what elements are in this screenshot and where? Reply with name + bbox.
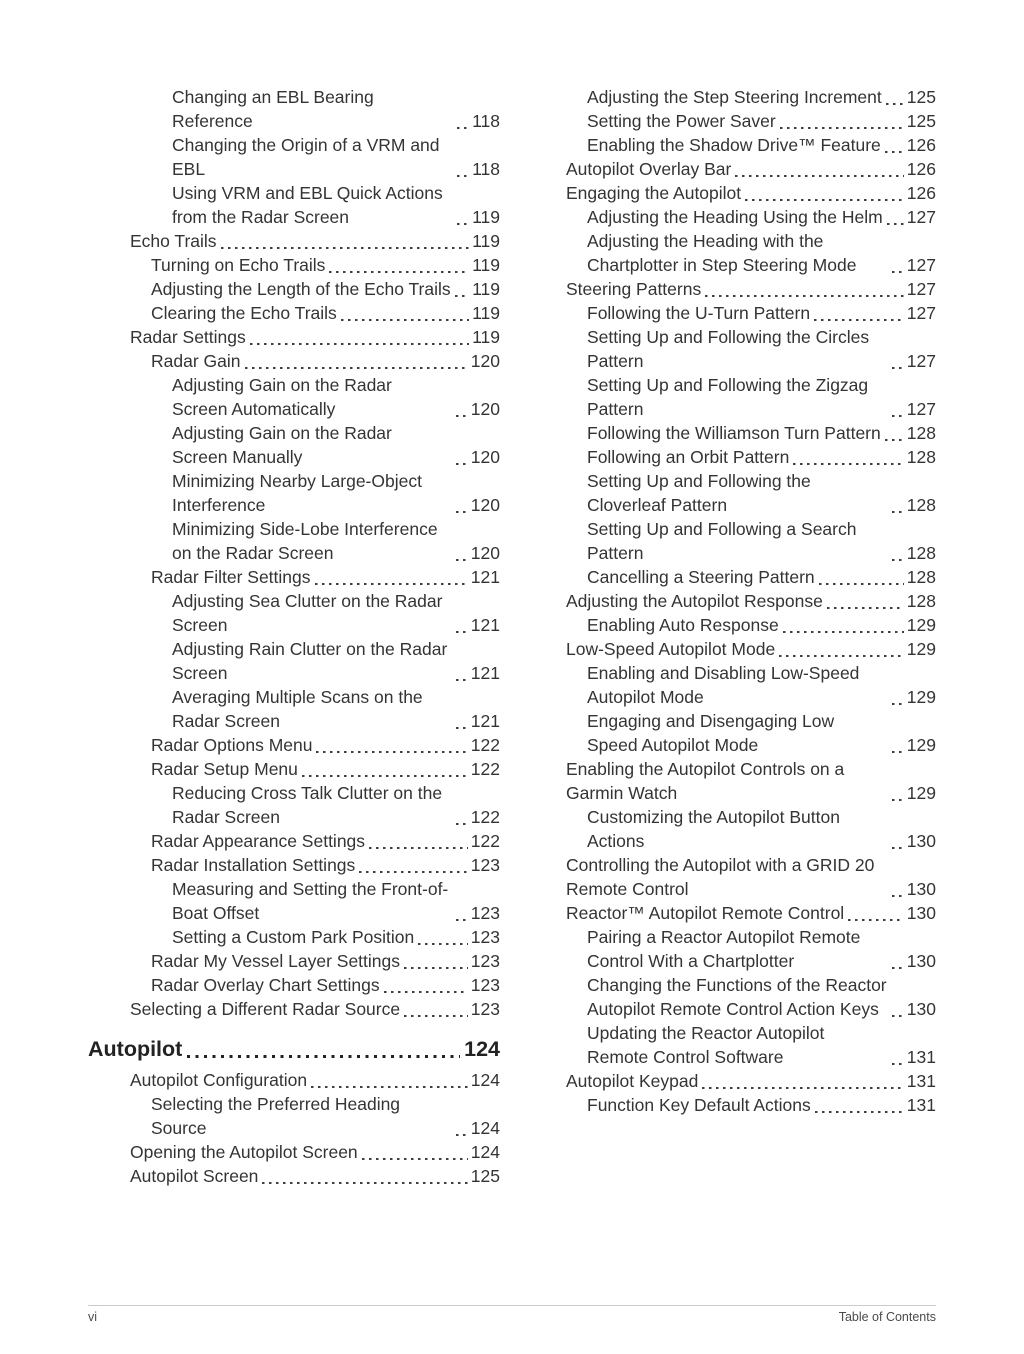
toc-entry-page: 127 bbox=[906, 351, 936, 371]
toc-entry-title: Enabling the Shadow Drive™ Feature bbox=[587, 135, 881, 155]
dot-leader bbox=[892, 703, 904, 706]
toc-entry-title: Low-Speed Autopilot Mode bbox=[566, 639, 776, 659]
toc-entry[interactable] bbox=[172, 517, 500, 565]
dot-leader bbox=[456, 631, 468, 634]
toc-entry[interactable] bbox=[172, 685, 500, 733]
dot-leader bbox=[885, 151, 904, 154]
toc-entry-page: 122 bbox=[470, 759, 500, 779]
toc-entry-page: 123 bbox=[470, 975, 500, 995]
toc-entry-title: Clearing the Echo Trails bbox=[151, 303, 337, 323]
dot-leader bbox=[892, 799, 904, 802]
toc-entry-page: 124 bbox=[470, 1142, 500, 1162]
toc-entry[interactable] bbox=[151, 1092, 500, 1140]
toc-entry-page: 128 bbox=[906, 543, 936, 563]
footer-divider bbox=[88, 1305, 936, 1306]
dot-leader bbox=[779, 655, 904, 658]
toc-entry[interactable] bbox=[151, 253, 500, 277]
toc-entry-title: Radar Appearance Settings bbox=[151, 831, 366, 851]
toc-entry-title: Adjusting Gain on the Radar Screen Automatically bbox=[172, 375, 392, 419]
toc-entry-title: Autopilot Screen bbox=[130, 1166, 259, 1186]
toc-columns bbox=[88, 85, 936, 1188]
dot-leader bbox=[827, 607, 904, 610]
dot-leader bbox=[341, 319, 469, 322]
toc-entry[interactable] bbox=[566, 277, 936, 301]
dot-leader bbox=[455, 295, 469, 298]
toc-entry[interactable] bbox=[587, 421, 936, 445]
toc-entry[interactable] bbox=[151, 349, 500, 373]
toc-entry-title: Radar Filter Settings bbox=[151, 567, 311, 587]
toc-entry[interactable] bbox=[130, 997, 500, 1021]
toc-entry[interactable] bbox=[172, 181, 500, 229]
dot-leader bbox=[457, 223, 469, 226]
toc-entry[interactable] bbox=[172, 133, 500, 181]
toc-entry-page: 123 bbox=[470, 999, 500, 1019]
toc-entry-title: Autopilot Overlay Bar bbox=[566, 159, 732, 179]
toc-entry-page: 123 bbox=[470, 927, 500, 947]
toc-entry-page: 119 bbox=[472, 303, 500, 323]
toc-entry-page: 119 bbox=[472, 231, 500, 251]
dot-leader bbox=[735, 175, 903, 178]
toc-entry-title: Adjusting Sea Clutter on the Radar Screen bbox=[172, 591, 443, 635]
dot-leader bbox=[456, 727, 468, 730]
toc-entry-title: Setting Up and Following the Zigzag Pattern bbox=[587, 375, 869, 419]
toc-entry-title: Following an Orbit Pattern bbox=[587, 447, 790, 467]
toc-entry-page: 121 bbox=[470, 567, 500, 587]
toc-entry[interactable] bbox=[172, 85, 500, 133]
toc-entry-page: 124 bbox=[470, 1118, 500, 1138]
toc-entry[interactable] bbox=[587, 85, 936, 109]
toc-entry-page: 129 bbox=[906, 639, 936, 659]
toc-entry-page: 129 bbox=[906, 687, 936, 707]
toc-entry[interactable] bbox=[172, 877, 500, 925]
toc-entry-page: 127 bbox=[906, 399, 936, 419]
toc-entry-title: Changing the Functions of the Reactor Autopilot Remote Control Action Keys bbox=[587, 975, 887, 1019]
toc-entry-page: 118 bbox=[472, 159, 500, 179]
dot-leader bbox=[245, 367, 468, 370]
toc-entry[interactable] bbox=[587, 133, 936, 157]
page-footer bbox=[88, 1310, 936, 1324]
toc-entry-title: Setting Up and Following the Circles Pattern bbox=[587, 327, 870, 371]
dot-leader bbox=[814, 319, 904, 322]
toc-entry-page: 124 bbox=[470, 1070, 500, 1090]
dot-leader bbox=[456, 415, 468, 418]
toc-entry-page: 127 bbox=[906, 279, 936, 299]
toc-entry-title: Adjusting Rain Clutter on the Radar Screen bbox=[172, 639, 448, 683]
dot-leader bbox=[745, 199, 904, 202]
dot-leader bbox=[886, 103, 904, 106]
toc-entry-page: 118 bbox=[472, 111, 500, 131]
dot-leader bbox=[302, 775, 468, 778]
toc-entry[interactable] bbox=[587, 109, 936, 133]
toc-entry-page: 131 bbox=[906, 1071, 936, 1091]
dot-leader bbox=[892, 415, 904, 418]
toc-entry[interactable] bbox=[587, 709, 936, 757]
toc-entry-page: 131 bbox=[906, 1095, 936, 1115]
toc-entry-page: 130 bbox=[906, 999, 936, 1019]
toc-entry-page: 120 bbox=[470, 447, 500, 467]
toc-entry[interactable] bbox=[130, 325, 500, 349]
toc-entry[interactable] bbox=[587, 229, 936, 277]
toc-entry-title: Adjusting the Length of the Echo Trails bbox=[151, 279, 451, 299]
dot-leader bbox=[887, 223, 904, 226]
dot-leader bbox=[404, 967, 468, 970]
toc-entry-title: Averaging Multiple Scans on the Radar Screen bbox=[172, 687, 423, 731]
toc-entry[interactable] bbox=[130, 1068, 500, 1092]
toc-entry-page: 122 bbox=[470, 807, 500, 827]
toc-entry-title: Adjusting the Heading with the Chartplotter in Step Steering Mode bbox=[587, 231, 857, 275]
dot-leader bbox=[456, 559, 468, 562]
footer-page-number: vi bbox=[88, 1310, 98, 1324]
toc-entry[interactable] bbox=[566, 1069, 936, 1093]
toc-column-left bbox=[88, 85, 500, 1188]
dot-leader bbox=[780, 127, 904, 130]
toc-entry[interactable] bbox=[151, 733, 500, 757]
toc-entry-page: 119 bbox=[472, 279, 500, 299]
toc-entry[interactable] bbox=[566, 157, 936, 181]
toc-entry-page: 130 bbox=[906, 951, 936, 971]
toc-column-right bbox=[524, 85, 936, 1188]
toc-entry[interactable] bbox=[566, 757, 936, 805]
dot-leader bbox=[456, 919, 468, 922]
toc-entry-title: Adjusting the Step Steering Increment bbox=[587, 87, 882, 107]
toc-entry-title: Controlling the Autopilot with a GRID 20 Remote Control bbox=[566, 855, 875, 899]
toc-entry[interactable] bbox=[172, 925, 500, 949]
toc-entry[interactable] bbox=[587, 445, 936, 469]
toc-entry-page: 127 bbox=[906, 255, 936, 275]
toc-entry-page: 126 bbox=[906, 159, 936, 179]
toc-entry-page: 119 bbox=[472, 255, 500, 275]
toc-section-heading[interactable] bbox=[88, 1036, 500, 1063]
toc-entry[interactable] bbox=[151, 301, 500, 325]
toc-entry-title: Adjusting the Autopilot Response bbox=[566, 591, 823, 611]
toc-entry[interactable] bbox=[587, 925, 936, 973]
toc-entry-title: Radar Overlay Chart Settings bbox=[151, 975, 380, 995]
toc-entry-page: 126 bbox=[906, 135, 936, 155]
dot-leader bbox=[892, 271, 904, 274]
toc-entry-title: Setting the Power Saver bbox=[587, 111, 776, 131]
dot-leader bbox=[369, 847, 468, 850]
dot-leader bbox=[819, 583, 904, 586]
toc-entry-page: 128 bbox=[906, 447, 936, 467]
toc-entry[interactable] bbox=[172, 469, 500, 517]
toc-entry[interactable] bbox=[587, 205, 936, 229]
toc-entry-title: Minimizing Side-Lobe Interference on the Radar Screen bbox=[172, 519, 438, 563]
dot-leader bbox=[315, 583, 468, 586]
dot-leader bbox=[221, 247, 470, 250]
toc-entry-page: 130 bbox=[906, 903, 936, 923]
dot-leader bbox=[815, 1111, 904, 1114]
dot-leader bbox=[892, 751, 904, 754]
toc-entry[interactable] bbox=[566, 181, 936, 205]
toc-entry-title: Setting Up and Following a Search Pattern bbox=[587, 519, 857, 563]
dot-leader bbox=[793, 463, 903, 466]
toc-entry[interactable] bbox=[151, 973, 500, 997]
toc-entry[interactable] bbox=[566, 901, 936, 925]
toc-entry-page: 125 bbox=[470, 1166, 500, 1186]
toc-entry[interactable] bbox=[587, 661, 936, 709]
toc-entry-title: Radar Setup Menu bbox=[151, 759, 298, 779]
dot-leader bbox=[702, 1087, 903, 1090]
dot-leader bbox=[456, 511, 468, 514]
toc-entry-page: 121 bbox=[470, 711, 500, 731]
toc-entry-title: Pairing a Reactor Autopilot Remote Control With a Chartplotter bbox=[587, 927, 861, 971]
toc-entry-page: 128 bbox=[906, 495, 936, 515]
toc-entry[interactable] bbox=[587, 973, 936, 1021]
toc-entry-title: Opening the Autopilot Screen bbox=[130, 1142, 358, 1162]
dot-leader bbox=[705, 295, 904, 298]
toc-entry[interactable] bbox=[587, 805, 936, 853]
toc-entry-page: 121 bbox=[470, 615, 500, 635]
toc-entry-title: Selecting the Preferred Heading Source bbox=[151, 1094, 401, 1138]
toc-entry-title: Radar Options Menu bbox=[151, 735, 313, 755]
toc-entry-page: 127 bbox=[906, 303, 936, 323]
footer-section-label: Table of Contents bbox=[838, 1310, 936, 1324]
toc-entry[interactable] bbox=[151, 757, 500, 781]
dot-leader bbox=[456, 823, 468, 826]
toc-entry-title: Enabling Auto Response bbox=[587, 615, 779, 635]
toc-entry[interactable] bbox=[587, 325, 936, 373]
toc-entry-page: 131 bbox=[906, 1047, 936, 1067]
toc-entry-title: Radar Gain bbox=[151, 351, 241, 371]
toc-entry-title: Setting Up and Following the Cloverleaf Pattern bbox=[587, 471, 811, 515]
toc-entry-title: Changing the Origin of a VRM and EBL bbox=[172, 135, 440, 179]
toc-entry-title: Changing an EBL Bearing Reference bbox=[172, 87, 374, 131]
toc-entry-page: 120 bbox=[470, 399, 500, 419]
toc-entry-page: 123 bbox=[470, 855, 500, 875]
toc-entry-page: 130 bbox=[906, 831, 936, 851]
toc-entry[interactable] bbox=[151, 565, 500, 589]
dot-leader bbox=[456, 463, 468, 466]
dot-leader bbox=[885, 439, 904, 442]
toc-entry-page: 128 bbox=[906, 591, 936, 611]
toc-entry[interactable] bbox=[151, 949, 500, 973]
toc-entry-title: Radar Installation Settings bbox=[151, 855, 356, 875]
toc-entry-title: Reactor™ Autopilot Remote Control bbox=[566, 903, 845, 923]
dot-leader bbox=[892, 559, 904, 562]
dot-leader bbox=[892, 967, 904, 970]
dot-leader bbox=[457, 127, 469, 130]
dot-leader bbox=[783, 631, 904, 634]
dot-leader bbox=[892, 1063, 904, 1066]
dot-leader bbox=[892, 367, 904, 370]
toc-entry[interactable] bbox=[172, 637, 500, 685]
toc-entry[interactable] bbox=[587, 301, 936, 325]
toc-entry-title: Autopilot bbox=[88, 1037, 183, 1061]
toc-entry-title: Selecting a Different Radar Source bbox=[130, 999, 401, 1019]
dot-leader bbox=[250, 343, 469, 346]
toc-entry-page: 129 bbox=[906, 735, 936, 755]
toc-entry-page: 127 bbox=[906, 207, 936, 227]
toc-entry-page: 120 bbox=[470, 351, 500, 371]
dot-leader bbox=[892, 895, 904, 898]
toc-entry-title: Following the U-Turn Pattern bbox=[587, 303, 811, 323]
toc-entry-title: Setting a Custom Park Position bbox=[172, 927, 415, 947]
dot-leader bbox=[456, 679, 468, 682]
dot-leader bbox=[457, 175, 469, 178]
dot-leader bbox=[456, 1134, 468, 1137]
toc-entry-page: 128 bbox=[906, 423, 936, 443]
toc-entry[interactable] bbox=[587, 517, 936, 565]
toc-entry-title: Radar Settings bbox=[130, 327, 246, 347]
toc-entry-title: Customizing the Autopilot Button Actions bbox=[587, 807, 840, 851]
toc-entry-title: Function Key Default Actions bbox=[587, 1095, 811, 1115]
toc-entry-page: 122 bbox=[470, 735, 500, 755]
toc-entry-title: Measuring and Setting the Front-of-Boat Offset bbox=[172, 879, 449, 923]
toc-entry[interactable] bbox=[172, 781, 500, 829]
toc-entry-title: Enabling the Autopilot Controls on a Garmin Watch bbox=[566, 759, 845, 803]
dot-leader bbox=[892, 1015, 904, 1018]
toc-entry-title: Turning on Echo Trails bbox=[151, 255, 326, 275]
toc-entry-page: 120 bbox=[470, 495, 500, 515]
toc-entry-page: 129 bbox=[906, 615, 936, 635]
dot-leader bbox=[892, 511, 904, 514]
toc-entry-title: Autopilot Configuration bbox=[130, 1070, 308, 1090]
toc-entry-title: Reducing Cross Talk Clutter on the Radar Screen bbox=[172, 783, 443, 827]
toc-entry-page: 126 bbox=[906, 183, 936, 203]
toc-entry-page: 120 bbox=[470, 543, 500, 563]
toc-entry-title: Using VRM and EBL Quick Actions from the Radar Screen bbox=[172, 183, 443, 227]
toc-entry[interactable] bbox=[151, 277, 500, 301]
toc-entry[interactable] bbox=[172, 589, 500, 637]
toc-entry-page: 119 bbox=[472, 207, 500, 227]
toc-entry-title: Cancelling a Steering Pattern bbox=[587, 567, 815, 587]
toc-entry[interactable] bbox=[587, 373, 936, 421]
toc-entry[interactable] bbox=[587, 565, 936, 589]
toc-entry-page: 124 bbox=[464, 1037, 500, 1061]
dot-leader bbox=[329, 271, 469, 274]
dot-leader bbox=[311, 1086, 468, 1089]
toc-entry[interactable] bbox=[151, 829, 500, 853]
toc-entry-title: Adjusting Gain on the Radar Screen Manually bbox=[172, 423, 392, 467]
toc-entry[interactable] bbox=[130, 1140, 500, 1164]
toc-entry[interactable] bbox=[130, 1164, 500, 1188]
toc-entry[interactable] bbox=[566, 853, 936, 901]
toc-entry-title: Engaging the Autopilot bbox=[566, 183, 742, 203]
dot-leader bbox=[262, 1182, 467, 1185]
toc-entry-page: 119 bbox=[472, 327, 500, 347]
dot-leader bbox=[418, 943, 468, 946]
dot-leader bbox=[359, 871, 468, 874]
toc-entry-title: Enabling and Disabling Low-Speed Autopilot Mode bbox=[587, 663, 860, 707]
toc-entry-title: Steering Patterns bbox=[566, 279, 702, 299]
toc-entry[interactable] bbox=[566, 637, 936, 661]
toc-entry-title: Engaging and Disengaging Low Speed Autopilot Mode bbox=[587, 711, 835, 755]
toc-entry-page: 125 bbox=[906, 111, 936, 131]
toc-entry[interactable] bbox=[587, 1093, 936, 1117]
toc-entry-title: Updating the Reactor Autopilot Remote Control Software bbox=[587, 1023, 825, 1067]
toc-entry-title: Echo Trails bbox=[130, 231, 217, 251]
toc-entry[interactable] bbox=[130, 229, 500, 253]
toc-entry-page: 123 bbox=[470, 903, 500, 923]
toc-entry[interactable] bbox=[587, 613, 936, 637]
toc-entry-title: Minimizing Nearby Large-Object Interference bbox=[172, 471, 422, 515]
toc-entry[interactable] bbox=[566, 589, 936, 613]
dot-leader bbox=[187, 1055, 460, 1058]
toc-entry-title: Adjusting the Heading Using the Helm bbox=[587, 207, 883, 227]
dot-leader bbox=[362, 1158, 468, 1161]
toc-entry-page: 121 bbox=[470, 663, 500, 683]
dot-leader bbox=[404, 1015, 468, 1018]
toc-entry-title: Autopilot Keypad bbox=[566, 1071, 699, 1091]
toc-entry-page: 123 bbox=[470, 951, 500, 971]
toc-entry[interactable] bbox=[172, 373, 500, 421]
toc-entry-page: 122 bbox=[470, 831, 500, 851]
toc-entry-title: Radar My Vessel Layer Settings bbox=[151, 951, 401, 971]
toc-entry-page: 129 bbox=[906, 783, 936, 803]
toc-entry[interactable] bbox=[587, 469, 936, 517]
toc-entry[interactable] bbox=[587, 1021, 936, 1069]
toc-entry-title: Following the Williamson Turn Pattern bbox=[587, 423, 881, 443]
toc-entry-page: 130 bbox=[906, 879, 936, 899]
dot-leader bbox=[848, 919, 904, 922]
toc-entry-page: 128 bbox=[906, 567, 936, 587]
toc-entry[interactable] bbox=[172, 421, 500, 469]
dot-leader bbox=[316, 751, 467, 754]
dot-leader bbox=[384, 991, 468, 994]
dot-leader bbox=[892, 847, 904, 850]
toc-entry[interactable] bbox=[151, 853, 500, 877]
toc-entry-page: 125 bbox=[906, 87, 936, 107]
